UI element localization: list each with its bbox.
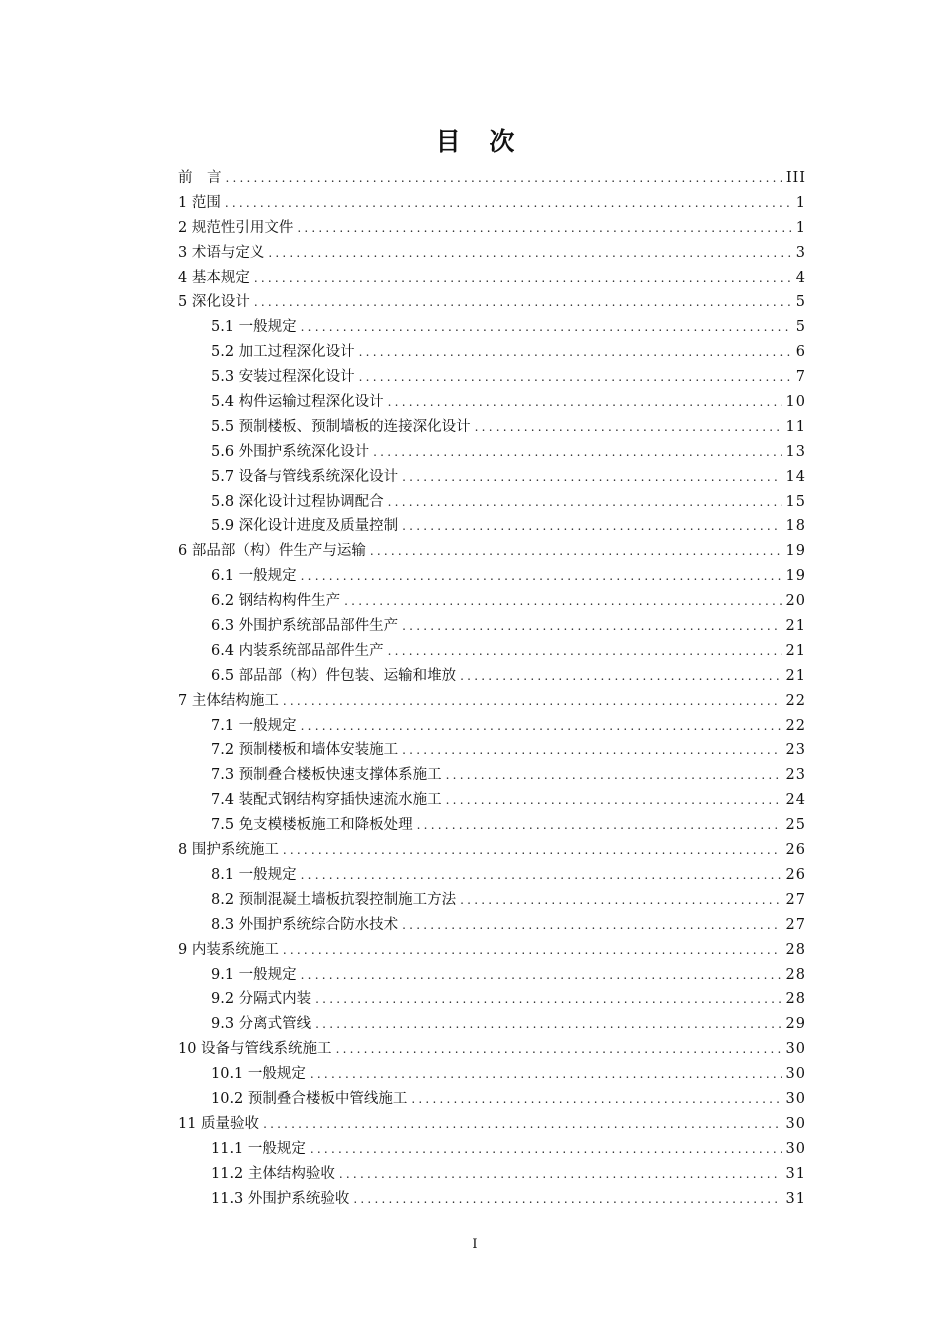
dot-leader (310, 1062, 782, 1087)
dot-leader (301, 963, 782, 988)
toc-entry-title: 9 内装系统施工 (178, 941, 279, 958)
toc-subsection-entry[interactable] (178, 614, 806, 639)
dot-leader (344, 589, 781, 614)
toc-subsection-entry[interactable] (178, 390, 806, 415)
toc-entry-title: 5.1 一般规定 (211, 319, 297, 336)
toc-entry-title: 1 范围 (178, 194, 221, 211)
toc-section-entry[interactable] (178, 1037, 806, 1062)
dot-leader (226, 166, 782, 191)
dot-leader (315, 987, 781, 1012)
toc-entry-page-number: 23 (785, 742, 806, 759)
toc-subsection-entry[interactable] (178, 763, 806, 788)
dot-leader (263, 1112, 781, 1137)
toc-subsection-entry[interactable] (178, 714, 806, 739)
toc-entry-title: 5.8 深化设计过程协调配合 (211, 493, 384, 510)
page-title: 目 次 (435, 127, 525, 156)
toc-section-entry[interactable] (178, 216, 806, 241)
toc-entry-title: 11.3 外围护系统验收 (211, 1190, 350, 1207)
dot-leader (301, 714, 782, 739)
toc-section-entry[interactable] (178, 266, 806, 291)
dot-leader (446, 763, 782, 788)
toc-subsection-entry[interactable] (178, 465, 806, 490)
toc-entry-page-number: 5 (795, 294, 806, 311)
toc-entry-page-number: 26 (785, 866, 806, 883)
toc-entry-title: 8 围护系统施工 (178, 842, 279, 859)
toc-entry-page-number: 11 (785, 418, 806, 435)
toc-entry-title: 7.4 装配式钢结构穿插快速流水施工 (211, 792, 442, 809)
dot-leader (402, 465, 781, 490)
toc-entry-page-number: 23 (785, 767, 806, 784)
toc-entry-page-number: 29 (785, 1016, 806, 1033)
toc-entry-title: 5.5 预制楼板、预制墙板的连接深化设计 (211, 418, 471, 435)
toc-subsection-entry[interactable] (178, 1187, 806, 1212)
toc-entry-page-number: 30 (785, 1041, 806, 1058)
dot-leader (353, 1187, 781, 1212)
dot-leader (254, 290, 792, 315)
toc-entry-page-number: 28 (785, 966, 806, 983)
toc-entry-title: 5.6 外围护系统深化设计 (211, 443, 370, 460)
toc-section-entry[interactable] (178, 689, 806, 714)
dot-leader (254, 266, 792, 291)
toc-entry-page-number: 31 (785, 1190, 806, 1207)
toc-entry-title: 5.9 深化设计进度及质量控制 (211, 518, 399, 535)
toc-subsection-entry[interactable] (178, 1087, 806, 1112)
toc-entry-title: 2 规范性引用文件 (178, 219, 294, 236)
toc-entry-title: 7.5 免支模楼板施工和降板处理 (211, 817, 413, 834)
toc-entry-title: 10 设备与管线系统施工 (178, 1041, 332, 1058)
toc-entry-page-number: 19 (785, 568, 806, 585)
dot-leader (388, 490, 782, 515)
table-of-contents (178, 166, 806, 1211)
dot-leader (301, 863, 782, 888)
toc-subsection-entry[interactable] (178, 1012, 806, 1037)
dot-leader (388, 639, 782, 664)
dot-leader (301, 564, 782, 589)
toc-subsection-entry[interactable] (178, 490, 806, 515)
toc-subsection-entry[interactable] (178, 440, 806, 465)
dot-leader (283, 689, 782, 714)
toc-entry-title: 6.3 外围护系统部品部件生产 (211, 618, 399, 635)
toc-entry-page-number: 3 (795, 244, 806, 261)
toc-subsection-entry[interactable] (178, 564, 806, 589)
toc-entry-page-number: 22 (785, 717, 806, 734)
dot-leader (373, 440, 781, 465)
dot-leader (417, 813, 782, 838)
toc-entry-page-number: 22 (785, 692, 806, 709)
dot-leader (460, 664, 781, 689)
toc-entry-page-number: 27 (785, 891, 806, 908)
toc-subsection-entry[interactable] (178, 863, 806, 888)
toc-entry-page-number: 25 (785, 817, 806, 834)
toc-subsection-entry[interactable] (178, 987, 806, 1012)
toc-subsection-entry[interactable] (178, 1137, 806, 1162)
toc-entry-page-number: 28 (785, 991, 806, 1008)
dot-leader (475, 415, 782, 440)
toc-entry-page-number: 15 (785, 493, 806, 510)
toc-entry-title: 7.3 预制叠合楼板快速支撑体系施工 (211, 767, 442, 784)
toc-entry-page-number: 6 (795, 344, 806, 361)
toc-entry-title: 10.1 一般规定 (211, 1066, 306, 1083)
toc-entry-page-number: 19 (785, 543, 806, 560)
toc-entry-title: 9.1 一般规定 (211, 966, 297, 983)
toc-subsection-entry[interactable] (178, 788, 806, 813)
dot-leader (297, 216, 791, 241)
dot-leader (446, 788, 782, 813)
toc-section-entry[interactable] (178, 838, 806, 863)
dot-leader (402, 514, 781, 539)
toc-entry-page-number: 31 (785, 1165, 806, 1182)
toc-entry-page-number: 18 (785, 518, 806, 535)
toc-entry-title: 11.2 主体结构验收 (211, 1165, 335, 1182)
toc-subsection-entry[interactable] (178, 913, 806, 938)
toc-entry-page-number: 5 (795, 319, 806, 336)
toc-entry-title: 5 深化设计 (178, 294, 250, 311)
toc-entry-page-number: 26 (785, 842, 806, 859)
toc-entry-page-number: 30 (785, 1066, 806, 1083)
toc-entry-title: 6 部品部（构）件生产与运输 (178, 543, 366, 560)
dot-leader (402, 614, 781, 639)
toc-entry-page-number: 7 (795, 369, 806, 386)
toc-entry-title: 9.3 分离式管线 (211, 1016, 312, 1033)
toc-entry-title: 5.4 构件运输过程深化设计 (211, 394, 384, 411)
toc-entry-title: 前 言 (178, 170, 222, 186)
toc-entry-title: 6.5 部品部（构）件包装、运输和堆放 (211, 667, 457, 684)
dot-leader (402, 738, 781, 763)
toc-subsection-entry[interactable] (178, 415, 806, 440)
toc-entry-page-number: 30 (785, 1140, 806, 1157)
dot-leader (283, 938, 782, 963)
toc-entry-title: 5.3 安装过程深化设计 (211, 369, 355, 386)
toc-entry-page-number: 24 (785, 792, 806, 809)
toc-subsection-entry[interactable] (178, 738, 806, 763)
dot-leader (315, 1012, 781, 1037)
dot-leader (359, 365, 792, 390)
toc-entry-page-number: III (785, 170, 806, 186)
toc-entry-title: 11 质量验收 (178, 1115, 260, 1132)
toc-subsection-entry[interactable] (178, 888, 806, 913)
toc-entry-page-number: 10 (785, 394, 806, 411)
toc-subsection-entry[interactable] (178, 639, 806, 664)
dot-leader (310, 1137, 782, 1162)
toc-entry-title: 4 基本规定 (178, 269, 250, 286)
toc-section-entry[interactable] (178, 166, 806, 191)
toc-entry-title: 8.1 一般规定 (211, 866, 297, 883)
toc-entry-title: 6.4 内装系统部品部件生产 (211, 642, 384, 659)
toc-entry-title: 8.3 外围护系统综合防水技术 (211, 916, 399, 933)
toc-subsection-entry[interactable] (178, 1062, 806, 1087)
dot-leader (283, 838, 782, 863)
toc-subsection-entry[interactable] (178, 589, 806, 614)
toc-entry-title: 7.1 一般规定 (211, 717, 297, 734)
dot-leader (370, 539, 782, 564)
toc-entry-page-number: 4 (795, 269, 806, 286)
toc-subsection-entry[interactable] (178, 664, 806, 689)
toc-entry-page-number: 28 (785, 941, 806, 958)
toc-entry-title: 9.2 分隔式内装 (211, 991, 312, 1008)
dot-leader (301, 315, 792, 340)
toc-entry-title: 3 术语与定义 (178, 244, 265, 261)
toc-entry-page-number: 30 (785, 1115, 806, 1132)
toc-section-entry[interactable] (178, 191, 806, 216)
toc-entry-page-number: 21 (785, 618, 806, 635)
dot-leader (268, 241, 791, 266)
toc-entry-title: 7.2 预制楼板和墙体安装施工 (211, 742, 399, 759)
toc-section-entry[interactable] (178, 938, 806, 963)
toc-section-entry[interactable] (178, 241, 806, 266)
toc-entry-title: 10.2 预制叠合楼板中管线施工 (211, 1090, 408, 1107)
toc-entry-title: 8.2 预制混凝土墙板抗裂控制施工方法 (211, 891, 457, 908)
toc-entry-page-number: 13 (785, 443, 806, 460)
page-number: I (472, 1237, 478, 1252)
toc-section-entry[interactable] (178, 1112, 806, 1137)
dot-leader (411, 1087, 781, 1112)
toc-entry-page-number: 30 (785, 1090, 806, 1107)
toc-entry-title: 6.2 钢结构构件生产 (211, 593, 341, 610)
toc-section-entry[interactable] (178, 290, 806, 315)
toc-subsection-entry[interactable] (178, 315, 806, 340)
toc-section-entry[interactable] (178, 539, 806, 564)
toc-entry-page-number: 27 (785, 916, 806, 933)
dot-leader (359, 340, 792, 365)
toc-entry-page-number: 20 (785, 593, 806, 610)
dot-leader (336, 1037, 782, 1062)
toc-entry-title: 5.7 设备与管线系统深化设计 (211, 468, 399, 485)
dot-leader (225, 191, 792, 216)
toc-subsection-entry[interactable] (178, 963, 806, 988)
toc-subsection-entry[interactable] (178, 514, 806, 539)
toc-entry-page-number: 1 (795, 194, 806, 211)
dot-leader (339, 1162, 782, 1187)
toc-entry-title: 7 主体结构施工 (178, 692, 279, 709)
toc-subsection-entry[interactable] (178, 813, 806, 838)
toc-entry-title: 5.2 加工过程深化设计 (211, 344, 355, 361)
dot-leader (460, 888, 781, 913)
toc-entry-page-number: 21 (785, 642, 806, 659)
dot-leader (402, 913, 781, 938)
toc-entry-title: 6.1 一般规定 (211, 568, 297, 585)
toc-entry-page-number: 14 (785, 468, 806, 485)
dot-leader (388, 390, 782, 415)
toc-subsection-entry[interactable] (178, 1162, 806, 1187)
toc-entry-page-number: 1 (795, 219, 806, 236)
toc-entry-title: 11.1 一般规定 (211, 1140, 306, 1157)
toc-subsection-entry[interactable] (178, 365, 806, 390)
toc-subsection-entry[interactable] (178, 340, 806, 365)
toc-entry-page-number: 21 (785, 667, 806, 684)
